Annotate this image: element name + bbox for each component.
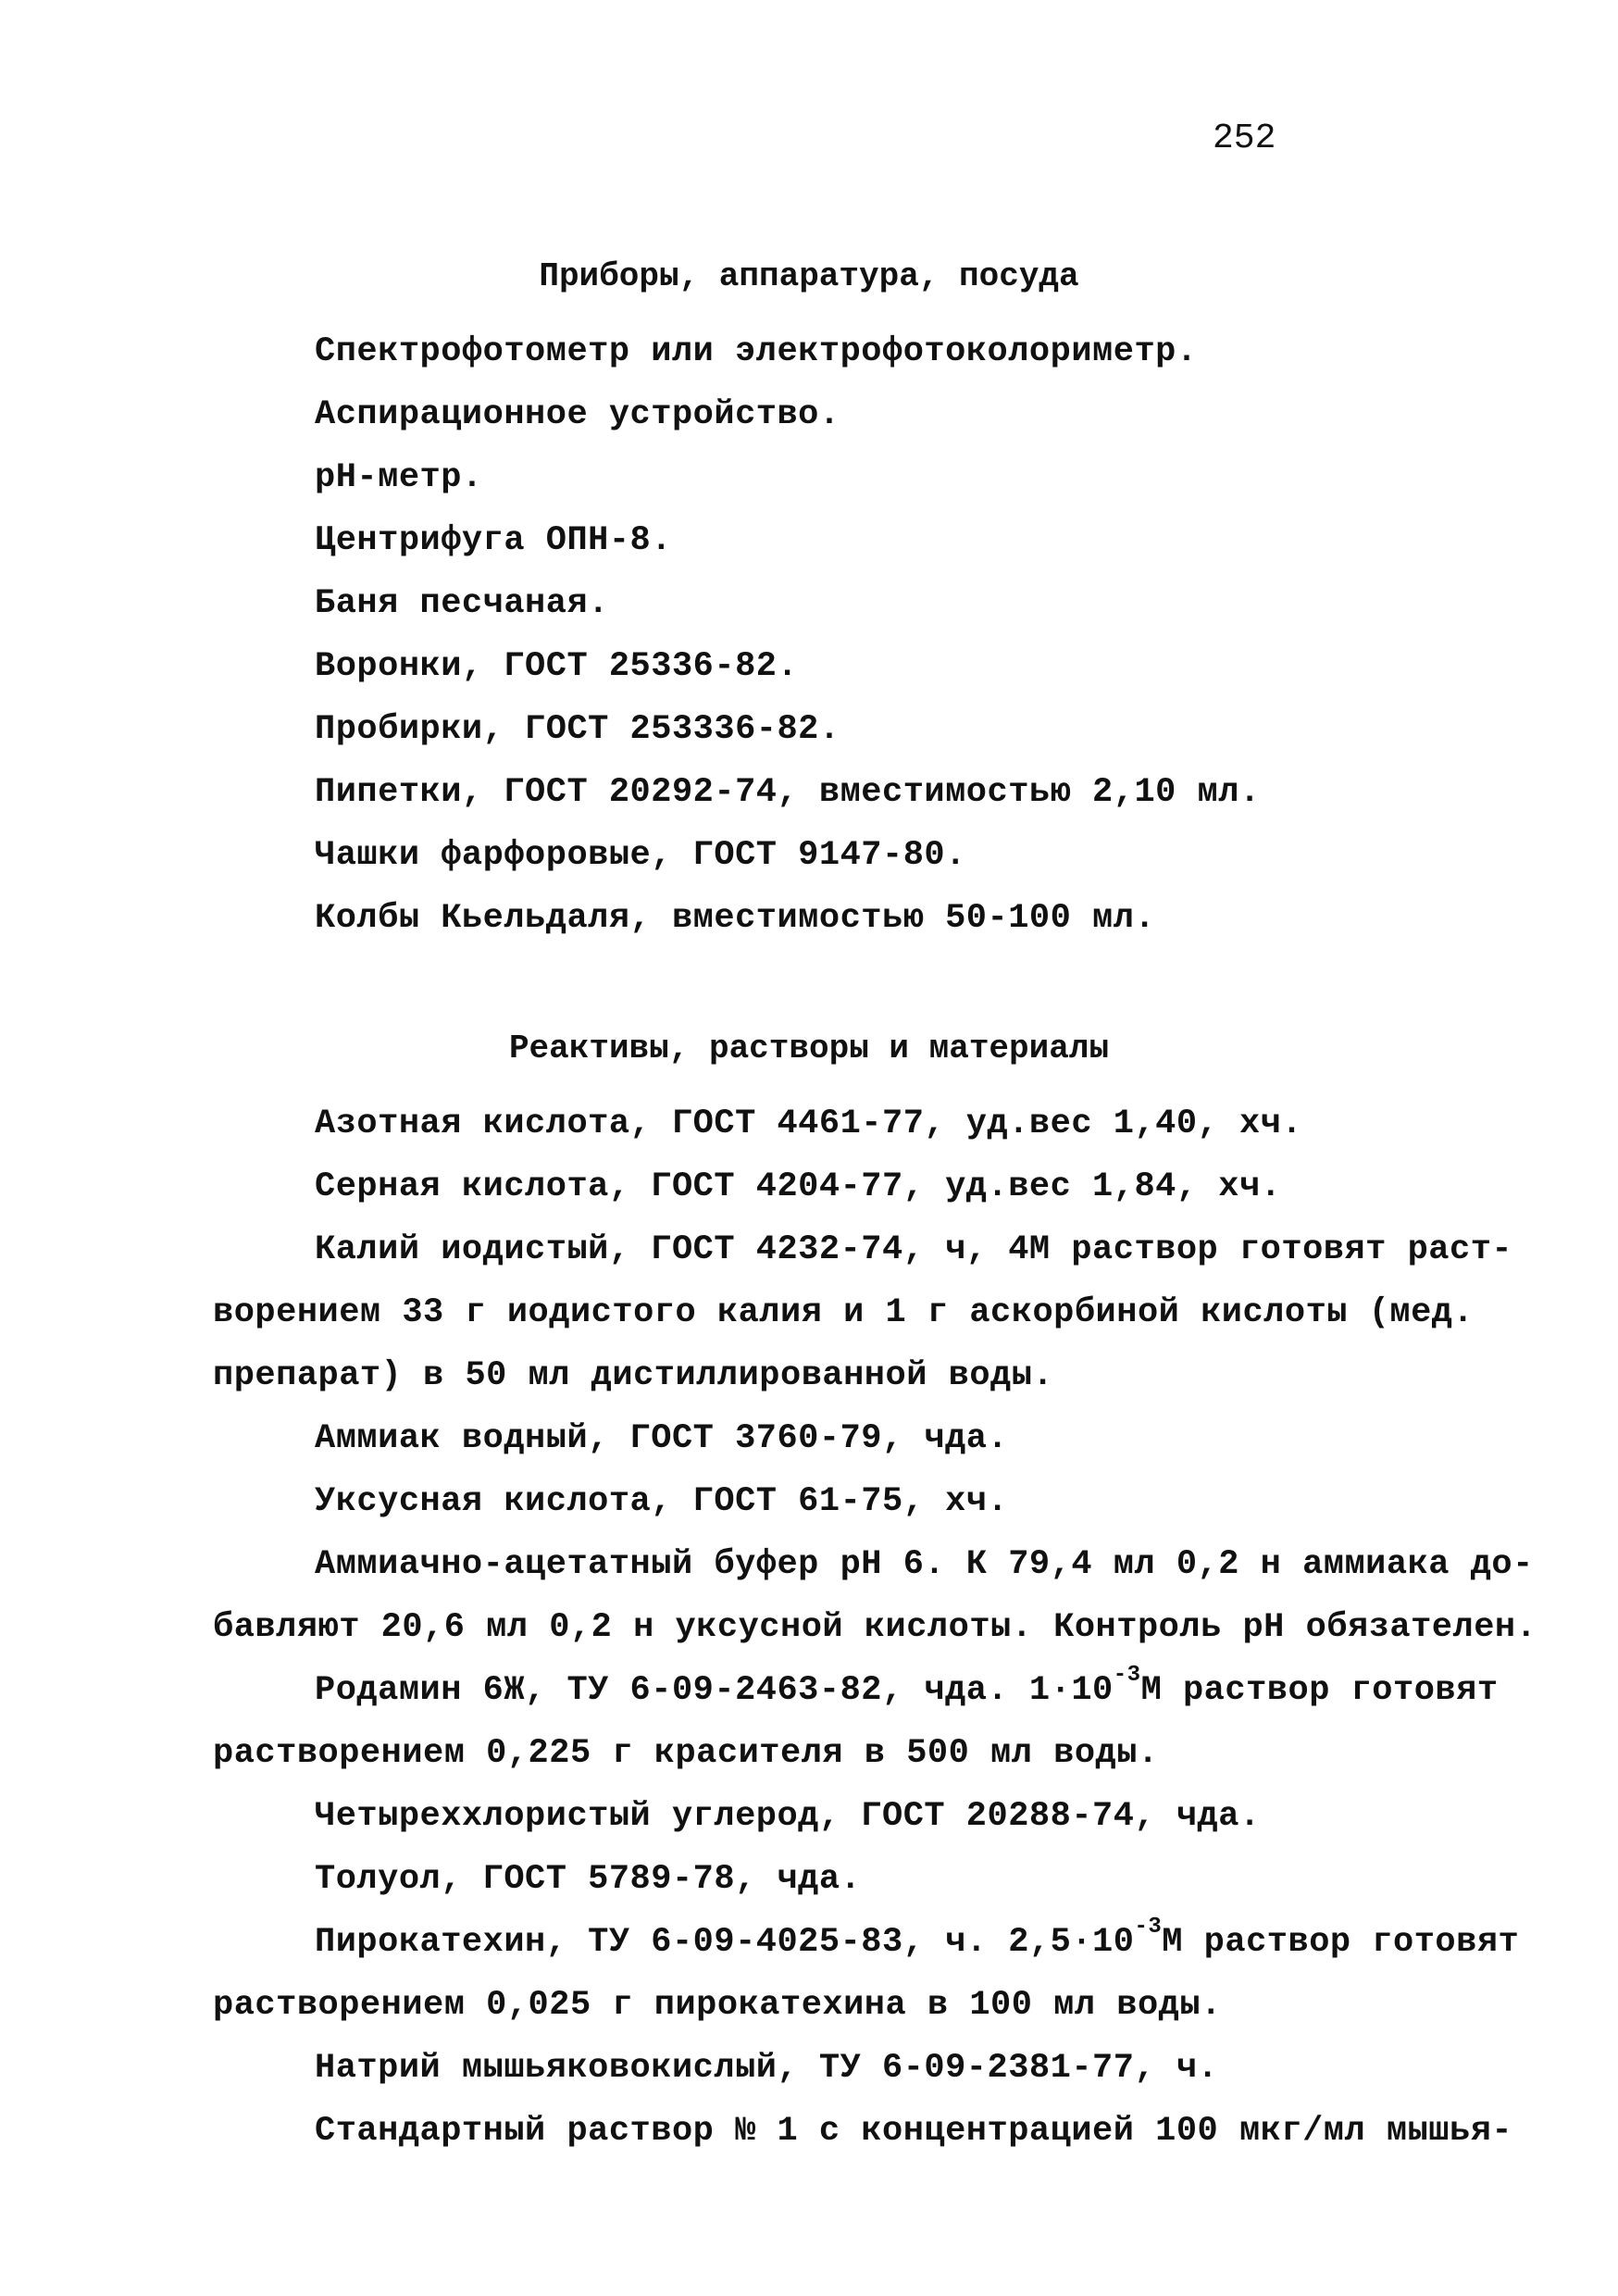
equipment-item: Аспирационное устройство.: [315, 395, 840, 434]
reagent-line: Аммиачно-ацетатный буфер рН 6. К 79,4 мл 0,2 н аммиака до-: [315, 1545, 1534, 1584]
equipment-item: Пробирки, ГОСТ 253336-82.: [315, 710, 840, 749]
reagent-line: Аммиак водный, ГОСТ 3760-79, чда.: [315, 1419, 1009, 1458]
equipment-item: Пипетки, ГОСТ 20292-74, вместимостью 2,10 мл.: [315, 773, 1261, 812]
exponent: -3: [1134, 1915, 1163, 1940]
equipment-item: Баня песчаная.: [315, 584, 609, 623]
equipment-item: Чашки фарфоровые, ГОСТ 9147-80.: [315, 836, 966, 875]
section-heading-reagents: Реактивы, растворы и материалы: [508, 1029, 1110, 1067]
reagent-text: Родамин 6Ж, ТУ 6-09-2463-82, чда. 1·10: [315, 1671, 1114, 1710]
equipment-item: Воронки, ГОСТ 25336-82.: [315, 647, 799, 686]
exponent: -3: [1113, 1663, 1141, 1688]
equipment-item: Колбы Кьельдаля, вместимостью 50-100 мл.: [315, 899, 1156, 938]
reagent-line: растворением 0,225 г красителя в 500 мл воды.: [213, 1734, 1159, 1773]
reagent-line: Натрий мышьяковокислый, ТУ 6-09-2381-77, ч.: [315, 2049, 1219, 2088]
reagent-line: Толуол, ГОСТ 5789-78, чда.: [315, 1860, 862, 1899]
reagent-line: препарат) в 50 мл дистиллированной воды.: [213, 1356, 1054, 1395]
reagent-line: Четыреххлористый углерод, ГОСТ 20288-74, чда.: [315, 1797, 1261, 1836]
reagent-line: растворением 0,025 г пирокатехина в 100 мл воды.: [213, 1986, 1222, 2025]
equipment-item: рН-метр.: [315, 458, 483, 497]
reagent-line: [315, 1663, 1499, 1710]
equipment-item: Центрифуга ОПН-8.: [315, 521, 672, 560]
reagent-text: М раствор готовят: [1140, 1671, 1499, 1710]
reagent-text: М раствор готовят: [1162, 1923, 1520, 1962]
section-heading-equipment: Приборы, аппаратура, посуда: [539, 257, 1079, 295]
reagent-line: Стандартный раствор № 1 с концентрацией 100 мкг/мл мышья-: [315, 2112, 1513, 2151]
equipment-item: Спектрофотометр или электрофотоколориметр.: [315, 332, 1198, 371]
reagent-line: Уксусная кислота, ГОСТ 61-75, хч.: [315, 1482, 1009, 1521]
reagent-line: Азотная кислота, ГОСТ 4461-77, уд.вес 1,40, хч.: [315, 1104, 1303, 1143]
reagent-line: ворением 33 г иодистого калия и 1 г аскорбиной кислоты (мед.: [213, 1293, 1475, 1332]
reagent-text: Пирокатехин, ТУ 6-09-4025-83, ч. 2,5·10: [315, 1923, 1135, 1962]
reagent-line: Калий иодистый, ГОСТ 4232-74, ч, 4М раствор готовят раст-: [315, 1230, 1513, 1269]
page-number: 252: [1213, 119, 1276, 158]
reagent-line: Серная кислота, ГОСТ 4204-77, уд.вес 1,84, хч.: [315, 1167, 1282, 1206]
reagent-line: [315, 1915, 1520, 1962]
reagent-line: бавляют 20,6 мл 0,2 н уксусной кислоты. Контроль рН обязателен.: [213, 1608, 1537, 1647]
